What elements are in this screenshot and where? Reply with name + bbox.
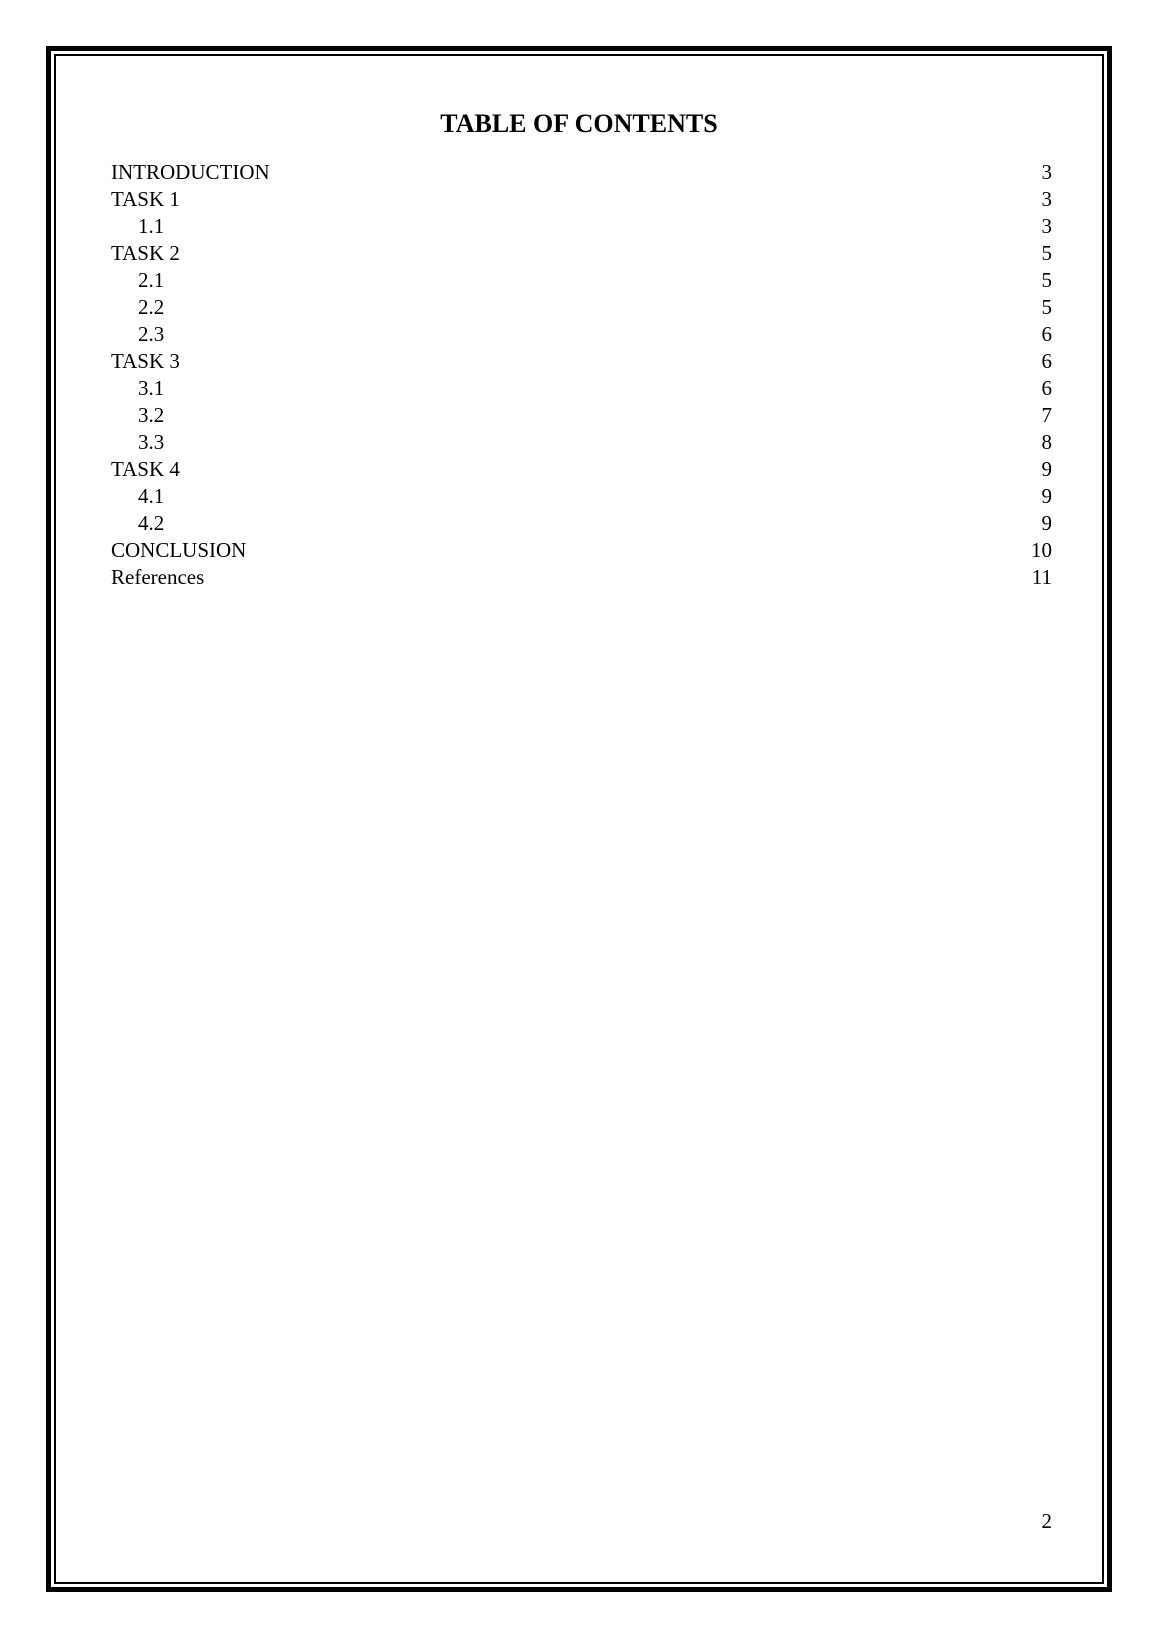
toc-entry-label: 4.2 bbox=[138, 511, 165, 535]
toc-entry-page: 9 bbox=[1041, 511, 1052, 535]
toc-entry-3-1[interactable] bbox=[111, 375, 1052, 402]
toc-entry-page: 6 bbox=[1041, 376, 1052, 400]
toc-entry-label: 2.2 bbox=[138, 295, 165, 319]
toc-entry-page: 3 bbox=[1041, 214, 1052, 238]
toc-entry-page: 5 bbox=[1041, 295, 1052, 319]
toc-entry-label: 1.1 bbox=[138, 214, 165, 238]
toc-entry-references[interactable] bbox=[111, 564, 1052, 591]
toc-entry-2-2[interactable] bbox=[111, 294, 1052, 321]
toc-entry-label: References bbox=[111, 565, 205, 589]
toc-entry-page: 6 bbox=[1041, 322, 1052, 346]
toc-entry-label: 2.1 bbox=[138, 268, 165, 292]
toc-entry-page: 5 bbox=[1041, 241, 1052, 265]
toc-entry-label: 3.3 bbox=[138, 430, 165, 454]
toc-entry-1-1[interactable] bbox=[111, 213, 1052, 240]
toc-entry-page: 3 bbox=[1041, 187, 1052, 211]
toc-entry-label: 3.1 bbox=[138, 376, 165, 400]
toc-entry-label: TASK 4 bbox=[111, 457, 180, 481]
toc-entry-3-2[interactable] bbox=[111, 402, 1052, 429]
toc-entry-page: 10 bbox=[1031, 538, 1052, 562]
toc-entry-conclusion[interactable] bbox=[111, 537, 1052, 564]
toc-entry-2-1[interactable] bbox=[111, 267, 1052, 294]
toc-entry-label: 2.3 bbox=[138, 322, 165, 346]
page-number: 2 bbox=[1041, 1509, 1052, 1533]
toc-entry-label: TASK 2 bbox=[111, 241, 180, 265]
toc-list bbox=[111, 159, 1052, 591]
toc-entry-label: TASK 3 bbox=[111, 349, 180, 373]
toc-entry-page: 8 bbox=[1041, 430, 1052, 454]
toc-entry-label: INTRODUCTION bbox=[111, 160, 270, 184]
toc-entry-page: 5 bbox=[1041, 268, 1052, 292]
toc-entry-task-1[interactable] bbox=[111, 186, 1052, 213]
toc-entry-page: 11 bbox=[1031, 565, 1052, 589]
toc-entry-page: 9 bbox=[1041, 484, 1052, 508]
toc-entry-task-2[interactable] bbox=[111, 240, 1052, 267]
toc-entry-label: CONCLUSION bbox=[111, 538, 247, 562]
toc-entry-3-3[interactable] bbox=[111, 429, 1052, 456]
toc-entry-label: 3.2 bbox=[138, 403, 165, 427]
toc-entry-4-1[interactable] bbox=[111, 483, 1052, 510]
toc-entry-page: 9 bbox=[1041, 457, 1052, 481]
toc-entry-page: 6 bbox=[1041, 349, 1052, 373]
toc-entry-label: TASK 1 bbox=[111, 187, 180, 211]
toc-entry-page: 7 bbox=[1041, 403, 1052, 427]
toc-entry-4-2[interactable] bbox=[111, 510, 1052, 537]
toc-title: TABLE OF CONTENTS bbox=[440, 109, 718, 138]
toc-entry-page: 3 bbox=[1041, 160, 1052, 184]
toc-entry-introduction[interactable] bbox=[111, 159, 1052, 186]
toc-entry-task-3[interactable] bbox=[111, 348, 1052, 375]
toc-entry-2-3[interactable] bbox=[111, 321, 1052, 348]
toc-entry-task-4[interactable] bbox=[111, 456, 1052, 483]
toc-entry-label: 4.1 bbox=[138, 484, 165, 508]
